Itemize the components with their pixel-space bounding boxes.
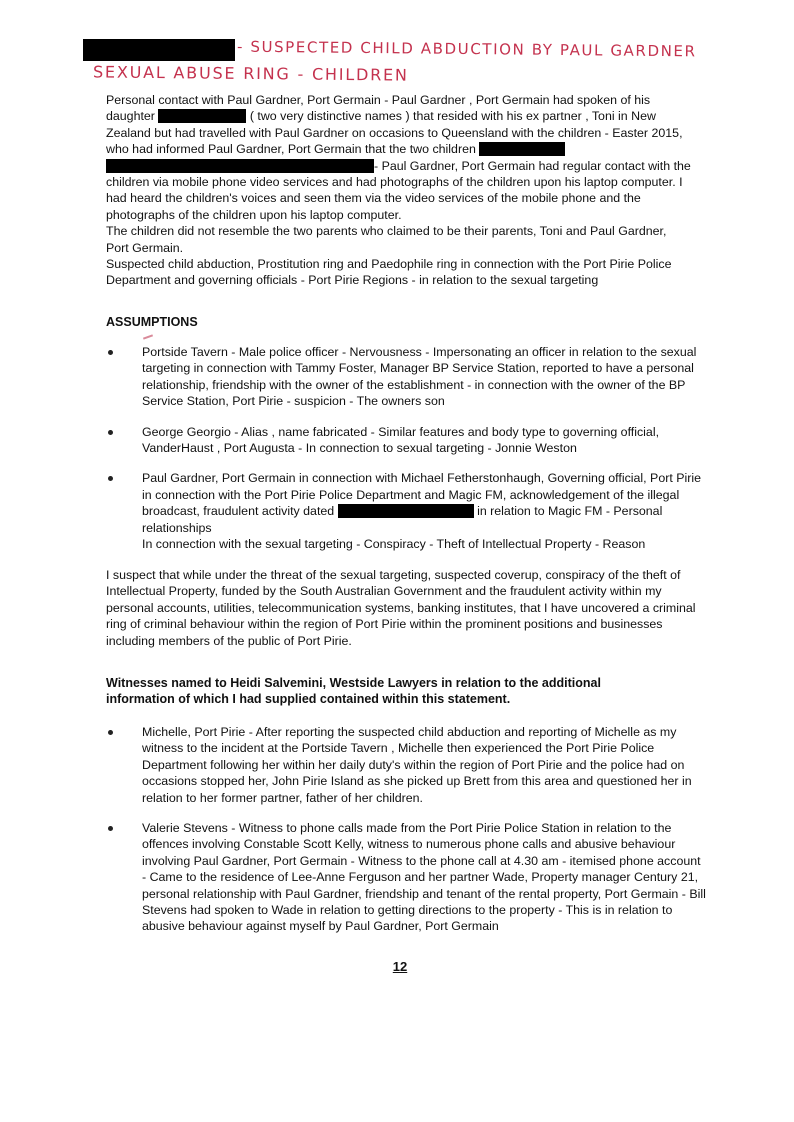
pen-mark [143, 334, 153, 339]
list-item [106, 820, 706, 935]
page-number: 12 [392, 959, 408, 974]
witnesses-list [106, 724, 706, 935]
intro-paragraph-3: Suspected child abduction, Prostitution ring and Paedophile ring in connection with the Port Pirie Police Department and governing officials - Port Pirie Regions - in relation to the sexual targeting [106, 257, 672, 288]
assumptions-list [106, 344, 706, 552]
witness-text: Valerie Stevens - Witness to phone calls made from the Port Pirie Police Station in relation to the offences involving Constable Scott Kelly, witness to numerous phone calls and abusive behaviour involving Paul Gardner, Port Germain - Witness to the phone call at 4.30 am - itemised phone account - Came to the residence of Lee-Anne Ferguson and her partner Wade, Property manager Century 21, personal relationship with Paul Gardner, friendship and tenant of the rental property, Port Germain - Bill Stevens had spoken to Wade in relation to getting directions to the property - This is in relation to abusive behaviour against myself by Paul Gardner, Port Germain [142, 821, 706, 934]
assumption-text: Portside Tavern - Male police officer - Nervousness - Impersonating an officer in relation to the sexual targeting in connection with Tammy Foster, Manager BP Service Station, reported to have a personal relationship, friendship with the owner of the establishment - in connection with the owner of the BP Service Station, Port Pirie - suspicion - The owners son [142, 345, 697, 409]
intro-paragraph-2: The children did not resemble the two parents who claimed to be their parents, Toni and Paul Gardner, Port Germain. [106, 224, 667, 255]
list-item [106, 344, 706, 410]
assumption-text: George Georgio - Alias , name fabricated - Similar features and body type to governing official, VanderHaust , Port Augusta - In connection to sexual targeting - Jonnie Weston [142, 424, 660, 456]
assumption-3-text-a: Paul Gardner, Port Germain in connection with Michael Fetherstonhaugh, Governing official, Port Pirie in connection with the Port Pirie Police Department and Magic FM, acknowledgement of the illegal broadcast, fraudulent activity dated [142, 471, 702, 519]
bullet-icon [108, 350, 113, 355]
intro-text-c: - Paul Gardner, Port Germain had regular contact with the children via mobile phone video services and had photographs of the children upon his laptop computer. I had heard the children's voices and seen them via the video services of the mobile phone and the photographs of the children upon his laptop computer. [106, 158, 691, 222]
suspect-paragraph: I suspect that while under the threat of the sexual targeting, suspected coverup, conspiracy of the theft of Intellectual Property, funded by the South Australian Government and the fraudulent activity within my personal accounts, utilities, telecommunication systems, banking institutes, that I have uncovered a criminal ring of criminal behaviour within the region of Port Pirie within the prominent positions and businesses including members of the public of Port Pirie. [106, 568, 696, 648]
intro-text-a: Personal contact with Paul Gardner, Port Germain - Paul Gardner , Port Germain had spoken of his daughter [106, 93, 651, 124]
bullet-icon [108, 730, 113, 735]
list-item [106, 424, 706, 457]
intro-paragraph-1 [106, 92, 692, 223]
handwritten-subtitle: SEXUAL ABUSE RING - CHILDREN [92, 62, 409, 85]
redaction-block [106, 159, 374, 173]
redaction-block [479, 142, 565, 156]
assumption-text [142, 470, 706, 552]
bullet-icon [108, 476, 113, 481]
intro-section [106, 92, 692, 289]
witness-text: Michelle, Port Pirie - After reporting the suspected child abduction and reporting of Michelle as my witness to the incident at the Portside Tavern , Michelle then experienced the Port Pirie Police Department following her within her daily duty's within the region of Port Pirie and the police had on occasions stopped her, John Pirie Island as she picked up Brett from this area and questioned her in relation to her former partner, father of her children. [142, 725, 692, 805]
list-item [106, 470, 706, 552]
list-item [106, 724, 706, 806]
bullet-icon [108, 826, 113, 831]
assumptions-heading: ASSUMPTIONS [106, 315, 198, 329]
intro-text-b: ( two very distinctive names ) that resided with his ex partner , Toni in New Zealand but had travelled with Paul Gardner on occasions to Queensland with the children - Easter 2015, who had informed Paul Gardner, Port Germain that the two children [106, 109, 683, 157]
redaction-block [83, 39, 235, 61]
assumption-3-text-b: in relation to Magic FM - Personal relationships [142, 504, 663, 535]
redaction-block [158, 109, 246, 123]
assumption-3-text-c: In connection with the sexual targeting - Conspiracy - Theft of Intellectual Property - Reason [142, 537, 646, 552]
handwritten-title: - SUSPECTED CHILD ABDUCTION BY PAUL GARDNER [236, 37, 697, 61]
witnesses-heading: Witnesses named to Heidi Salvemini, Westside Lawyers in relation to the additional information of which I had supplied contained within this statement. [106, 676, 601, 706]
redaction-block [338, 504, 474, 518]
bullet-icon [108, 430, 113, 435]
